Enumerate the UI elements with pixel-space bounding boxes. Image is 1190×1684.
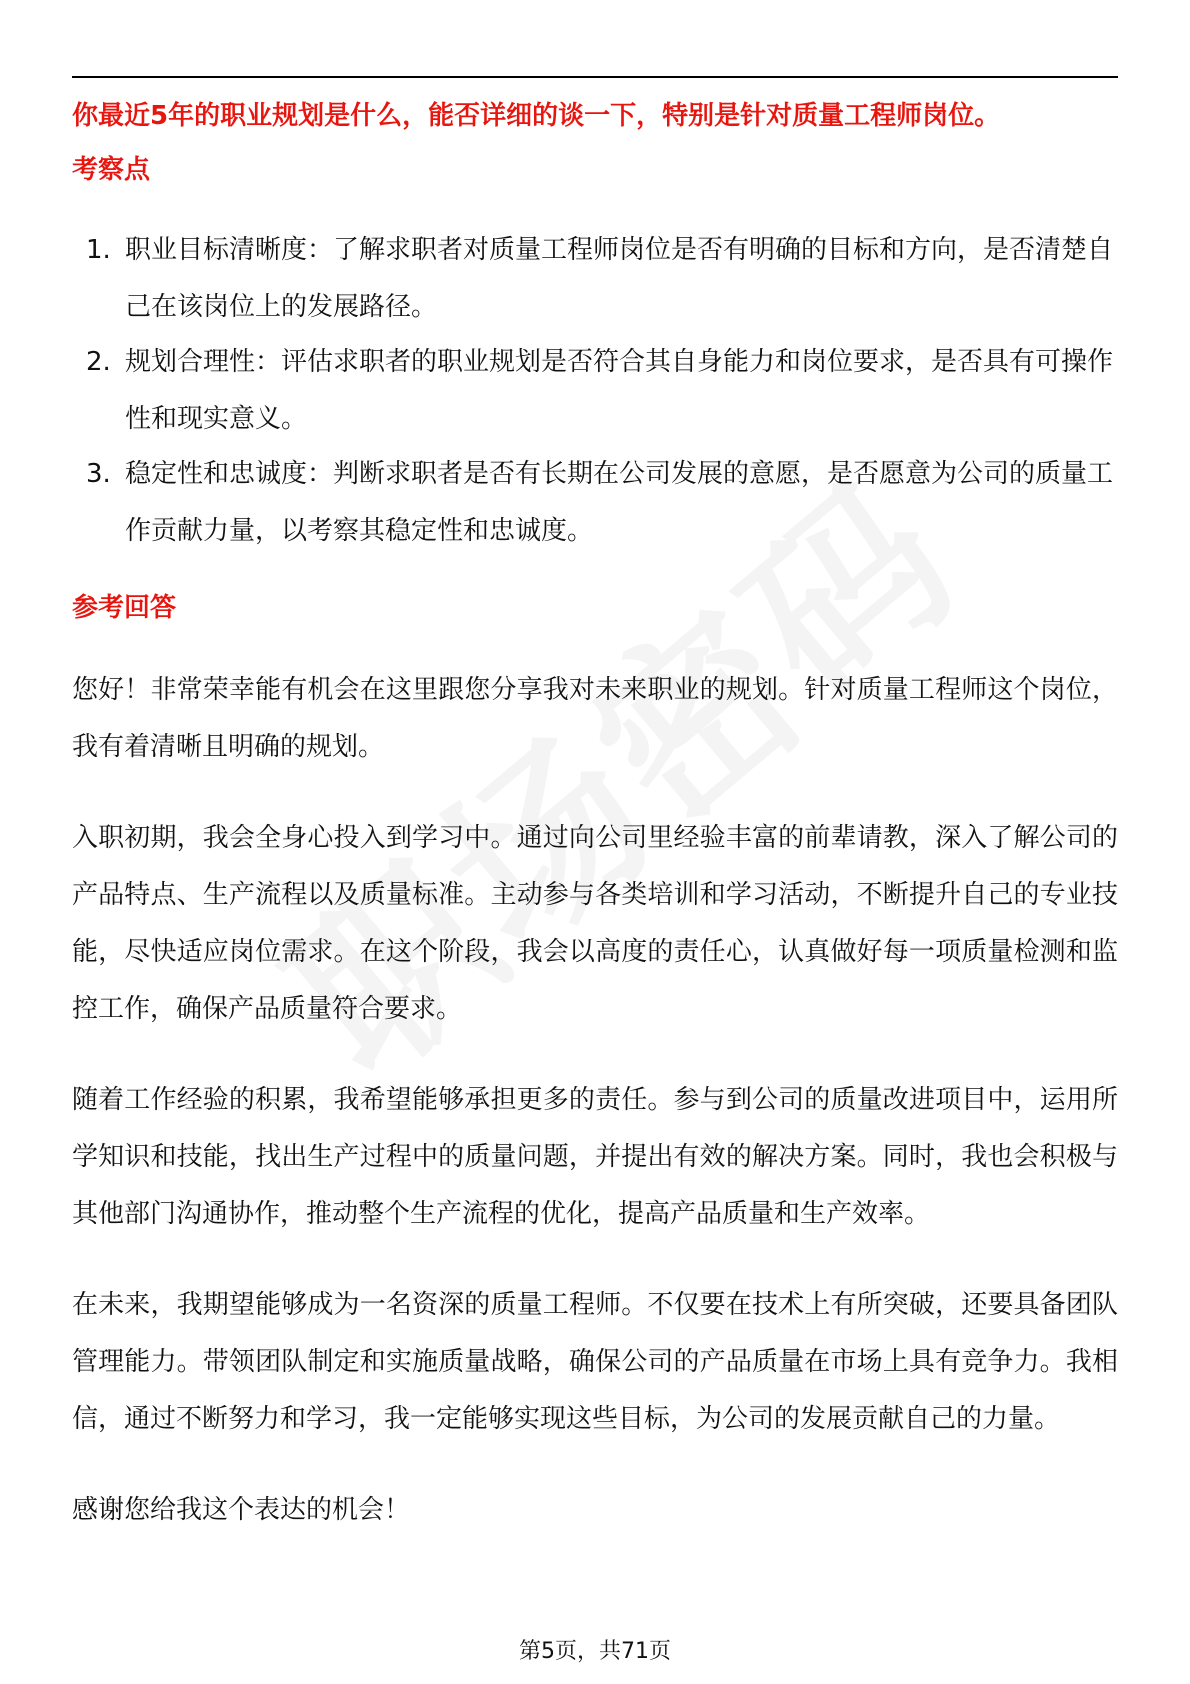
interview-question: 你最近5年的职业规划是什么，能否详细的谈一下，特别是针对质量工程师岗位。 <box>72 101 1001 131</box>
answer-body <box>72 662 1118 1539</box>
answer-paragraph: 在未来，我期望能够成为一名资深的质量工程师。不仅要在技术上有所突破，还要具备团队管理能力。带领团队制定和实施质量战略，确保公司的产品质量在市场上具有竞争力。我相信，通过不断努力和学习，我一定能够实现这些目标，为公司的发展贡献自己的力量。 <box>72 1290 1118 1434</box>
focus-points-list <box>72 222 1118 560</box>
focus-point <box>72 446 1118 560</box>
header-rule <box>72 76 1118 78</box>
answer-closing: 感谢您给我这个表达的机会！ <box>72 1495 411 1525</box>
page-number: 第5页，共71页 <box>519 1639 671 1664</box>
focus-point-text: 规划合理性：评估求职者的职业规划是否符合其自身能力和岗位要求，是否具有可操作性和现实意义。 <box>125 347 1114 434</box>
answer-paragraph: 入职初期，我会全身心投入到学习中。通过向公司里经验丰富的前辈请教，深入了解公司的产品特点、生产流程以及质量标准。主动参与各类培训和学习活动，不断提升自己的专业技能，尽快适应岗位需求。在这个阶段，我会以高度的责任心，认真做好每一项质量检测和监控工作，确保产品质量符合要求。 <box>72 823 1118 1024</box>
focus-point-number: 3. <box>86 459 111 489</box>
answer-heading: 参考回答 <box>72 593 177 623</box>
focus-point-number: 1. <box>86 235 111 265</box>
focus-point-text: 职业目标清晰度：了解求职者对质量工程师岗位是否有明确的目标和方向，是否清楚自己在该岗位上的发展路径。 <box>125 235 1114 322</box>
focus-heading: 考察点 <box>72 155 151 185</box>
focus-point-number: 2. <box>86 347 111 377</box>
answer-paragraph: 随着工作经验的积累，我希望能够承担更多的责任。参与到公司的质量改进项目中，运用所学知识和技能，找出生产过程中的质量问题，并提出有效的解决方案。同时，我也会积极与其他部门沟通协作，推动整个生产流程的优化，提高产品质量和生产效率。 <box>72 1085 1118 1229</box>
page-content <box>72 92 1118 1539</box>
focus-point-text: 稳定性和忠诚度：判断求职者是否有长期在公司发展的意愿，是否愿意为公司的质量工作贡献力量，以考察其稳定性和忠诚度。 <box>125 459 1114 546</box>
answer-paragraph: 您好！非常荣幸能有机会在这里跟您分享我对未来职业的规划。针对质量工程师这个岗位，我有着清晰且明确的规划。 <box>72 675 1118 762</box>
focus-point <box>72 222 1118 336</box>
focus-point <box>72 334 1118 448</box>
